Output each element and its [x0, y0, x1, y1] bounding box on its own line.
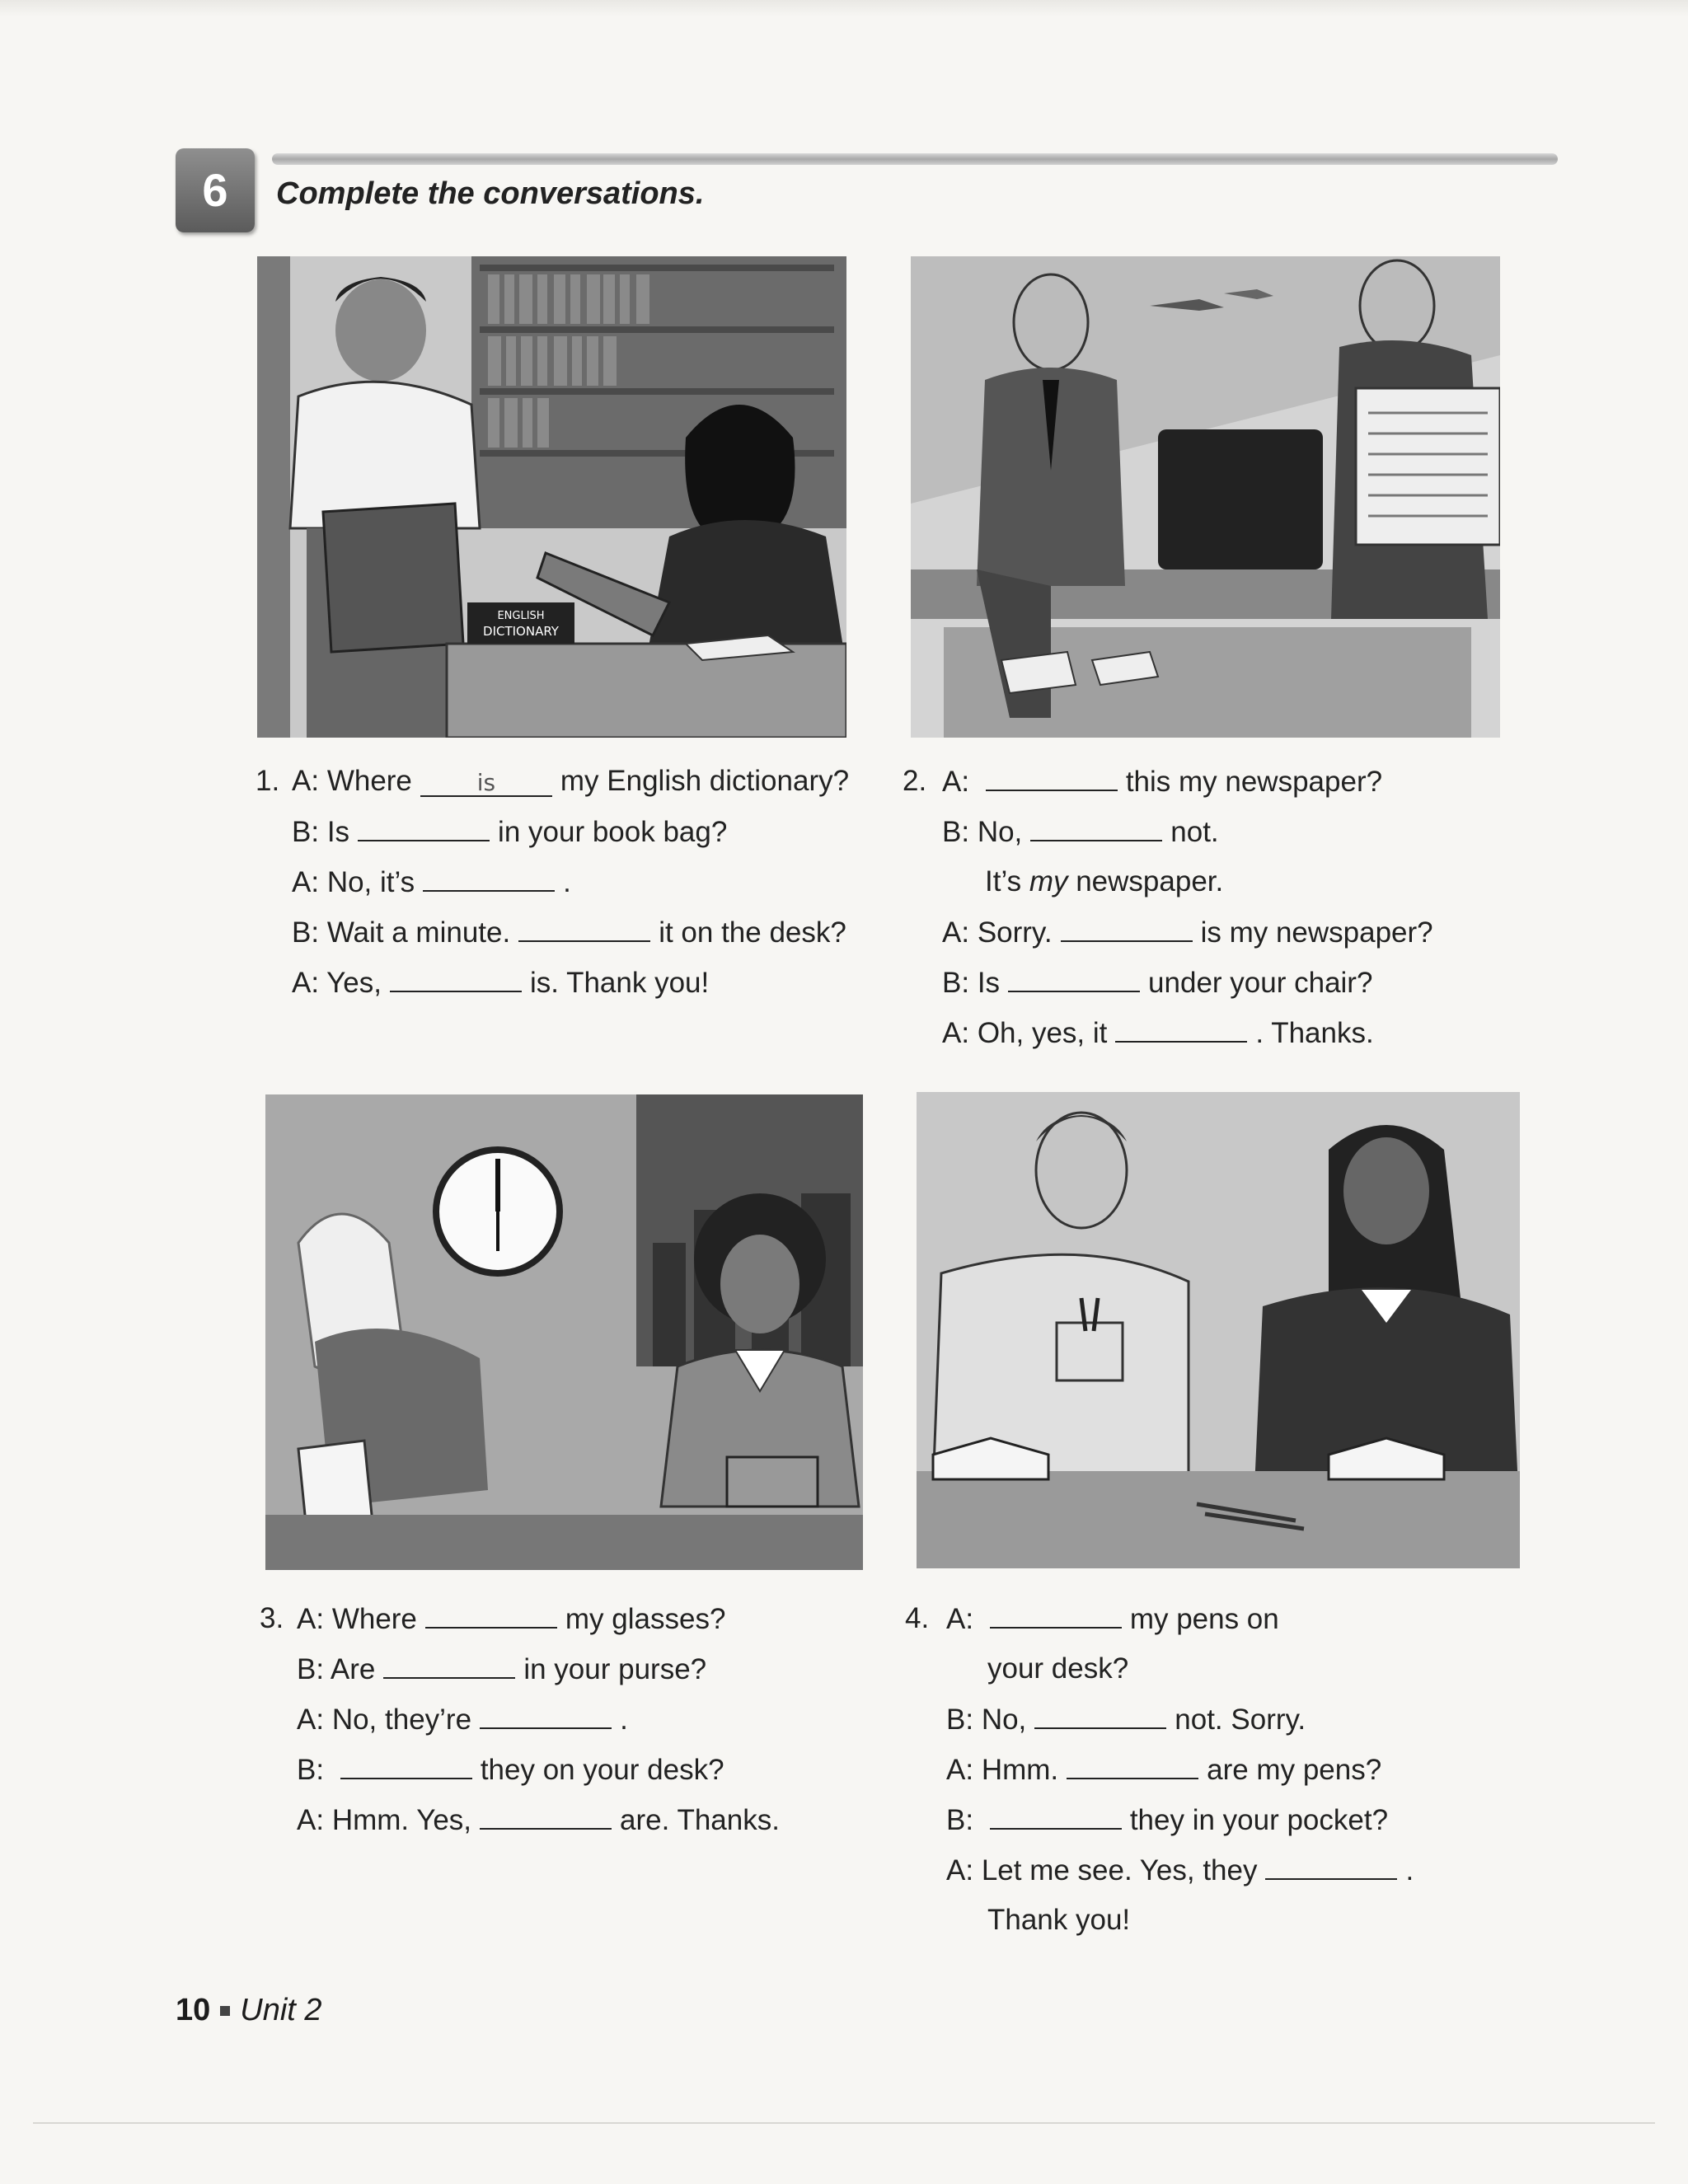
line-text: it on the desk?	[659, 916, 846, 949]
speaker-label: A:	[292, 866, 320, 898]
answer-blank[interactable]	[1061, 916, 1193, 942]
speaker-label: B:	[292, 916, 320, 949]
line-text: my English dictionary?	[560, 765, 850, 797]
dialog-line	[985, 865, 1223, 898]
speaker-label: A:	[946, 1854, 974, 1886]
speaker-label: A:	[942, 766, 970, 798]
dialog-line	[297, 1753, 724, 1787]
speaker-label: A:	[292, 967, 320, 999]
dialog-line	[292, 966, 709, 1000]
speaker-label: B:	[942, 967, 970, 999]
dialog-line	[942, 916, 1433, 949]
line-text: they on your desk?	[480, 1754, 724, 1786]
page-footer	[176, 1993, 322, 2028]
speaker-label: A:	[946, 1603, 974, 1635]
line-text: Is	[326, 816, 350, 848]
answer-blank[interactable]	[390, 966, 522, 992]
answer-blank[interactable]	[990, 1602, 1122, 1629]
answer-blank[interactable]	[383, 1652, 515, 1679]
line-text: Thank you!	[987, 1904, 1131, 1936]
line-text: It’s	[985, 865, 1022, 898]
answer-blank[interactable]	[340, 1753, 472, 1779]
emphasis-text: my	[1029, 865, 1068, 898]
line-text: Wait a minute.	[326, 916, 511, 949]
speaker-label: B:	[942, 816, 970, 848]
dialog-line	[292, 765, 849, 798]
answer-blank[interactable]	[990, 1803, 1122, 1830]
line-text: .	[620, 1704, 628, 1736]
dialog-line	[297, 1803, 780, 1837]
speaker-label: A:	[942, 1017, 970, 1049]
unit-label: Unit 2	[240, 1993, 322, 2027]
line-text: in your purse?	[523, 1653, 707, 1685]
answer-blank[interactable]	[1067, 1753, 1198, 1779]
line-text: Where	[331, 1603, 417, 1635]
line-text: this my newspaper?	[1125, 766, 1383, 798]
dialog-line	[987, 1904, 1130, 1937]
conversation-number: 1.	[256, 765, 280, 797]
dialog-line	[942, 815, 1219, 849]
line-text: Let me see. Yes, they	[981, 1854, 1258, 1886]
answer-blank[interactable]	[423, 865, 555, 892]
line-text: are my pens?	[1207, 1754, 1382, 1786]
dialog-line	[946, 1753, 1381, 1787]
illustration-airport	[911, 256, 1500, 738]
speaker-label: A:	[297, 1603, 325, 1635]
line-text: Are	[330, 1653, 376, 1685]
dictionary-label-top: ENGLISH	[497, 610, 545, 622]
answer-blank[interactable]	[1034, 1703, 1166, 1729]
square-bullet-icon	[220, 2006, 230, 2016]
dialog-line	[297, 1602, 725, 1636]
dialog-line	[292, 865, 571, 899]
answer-blank[interactable]	[1115, 1016, 1247, 1043]
answer-blank[interactable]	[1265, 1854, 1397, 1880]
line-text: .	[1405, 1854, 1414, 1886]
line-text: your desk?	[987, 1652, 1129, 1685]
speaker-label: B:	[946, 1804, 974, 1836]
line-text: in your book bag?	[498, 816, 728, 848]
exercise-number-badge: 6	[176, 148, 255, 232]
speaker-label: A:	[946, 1754, 974, 1786]
dialog-line	[297, 1703, 628, 1736]
line-text: Hmm.	[981, 1754, 1059, 1786]
conversation-number: 4.	[905, 1602, 930, 1634]
answer-blank[interactable]	[425, 1602, 557, 1629]
speaker-label: A:	[297, 1704, 325, 1736]
page-top-edge	[0, 0, 1688, 16]
speaker-label: A:	[297, 1804, 325, 1836]
conversation-number: 3.	[260, 1602, 284, 1634]
line-text: my glasses?	[565, 1603, 726, 1635]
illustration-office-clock	[265, 1094, 863, 1570]
dialog-line	[292, 815, 727, 849]
line-text: not.	[1170, 816, 1219, 848]
speaker-label: B:	[297, 1754, 325, 1786]
illustration-classroom	[917, 1092, 1520, 1568]
line-text: Oh, yes, it	[977, 1017, 1108, 1049]
speaker-label: B:	[297, 1653, 325, 1685]
dialog-line	[987, 1652, 1128, 1685]
exercise-instruction: Complete the conversations.	[276, 176, 705, 211]
speaker-label: A:	[292, 765, 320, 797]
line-text: are. Thanks.	[620, 1804, 780, 1836]
line-text: newspaper.	[1076, 865, 1224, 898]
line-text: they in your pocket?	[1129, 1804, 1389, 1836]
line-text: No, they’re	[331, 1704, 472, 1736]
dialog-line	[946, 1602, 1279, 1636]
line-text: is. Thank you!	[530, 967, 710, 999]
dictionary-label-bottom: DICTIONARY	[483, 624, 559, 639]
answer-blank[interactable]	[986, 765, 1118, 791]
line-text: Hmm. Yes,	[331, 1804, 472, 1836]
speaker-label: B:	[292, 816, 320, 848]
illustration-library	[257, 256, 846, 738]
line-text: No,	[977, 816, 1023, 848]
line-text: my pens on	[1129, 1603, 1279, 1635]
answer-blank[interactable]	[480, 1803, 612, 1830]
line-text: No,	[981, 1704, 1027, 1736]
answer-blank[interactable]	[358, 815, 490, 841]
dialog-line	[942, 966, 1372, 1000]
dialog-line	[946, 1854, 1414, 1887]
speaker-label: A:	[942, 916, 970, 949]
answer-blank[interactable]	[518, 916, 650, 942]
answer-blank[interactable]	[1008, 966, 1140, 992]
bottom-divider	[33, 2122, 1655, 2124]
conversation-3	[260, 1602, 886, 1849]
dialog-line	[942, 1016, 1374, 1050]
line-text: is my newspaper?	[1200, 916, 1433, 949]
conversation-2	[903, 765, 1529, 1062]
dialog-line	[942, 765, 1382, 799]
line-text: Is	[977, 967, 1001, 999]
dialog-line	[946, 1703, 1306, 1736]
answer-blank[interactable]: is	[420, 771, 552, 797]
conversation-1	[256, 765, 882, 1012]
dialog-line	[297, 1652, 706, 1686]
speaker-label: B:	[946, 1704, 974, 1736]
dialog-line	[292, 916, 846, 949]
line-text: under your chair?	[1148, 967, 1373, 999]
line-text: Yes,	[326, 967, 382, 999]
line-text: No, it’s	[326, 866, 415, 898]
line-text: . Thanks.	[1255, 1017, 1374, 1049]
exercise-header-rule	[272, 153, 1558, 165]
dialog-line	[946, 1803, 1388, 1837]
line-text: not. Sorry.	[1175, 1704, 1306, 1736]
line-text: .	[563, 866, 571, 898]
answer-blank[interactable]	[1030, 815, 1162, 841]
answer-blank[interactable]	[480, 1703, 612, 1729]
line-text: Sorry.	[977, 916, 1053, 949]
conversation-4	[905, 1602, 1531, 1948]
line-text: Where	[326, 765, 412, 797]
conversation-number: 2.	[903, 765, 927, 797]
page-number: 10	[176, 1993, 211, 2027]
